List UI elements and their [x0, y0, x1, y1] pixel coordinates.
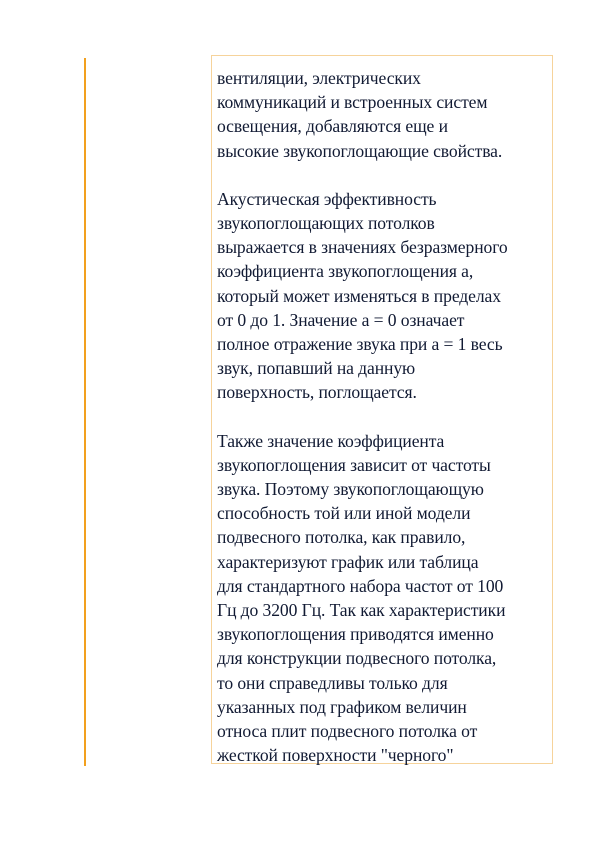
paragraph-ventilation: вентиляции, электрических коммуникаций и встроенных систем освещения, добавляются еще и высокие звукопоглощающие свойства. [217, 68, 503, 161]
paragraph-acoustic-efficiency: Акустическая эффективность звукопоглощающих потолков выражается в значениях безразмерного коэффициента звукопоглощения а, который может изменяться в пределах от 0 до 1. Значение а = 0 означает полное отражение звука при а = 1 весь звук, попавший на данную поверхность, поглощается. [217, 188, 508, 403]
text-frame [211, 55, 553, 764]
paragraph-frequency-dependence: Также значение коэффициента звукопоглощения зависит от частоты звука. Поэтому звукопоглощающую способность той или иной модели подвесного потолка, как правило, характеризуют график или таблица для стандартного набора частот от 100 Гц до 3200 Гц. Так как характеристики звукопоглощения приводятся именно для конструкции подвесного потолка, то они справедливы только для указанных под графиком величин относа плит подвесного потолка от жесткой поверхности "черного" [217, 430, 506, 766]
left-margin-rule [84, 58, 86, 766]
